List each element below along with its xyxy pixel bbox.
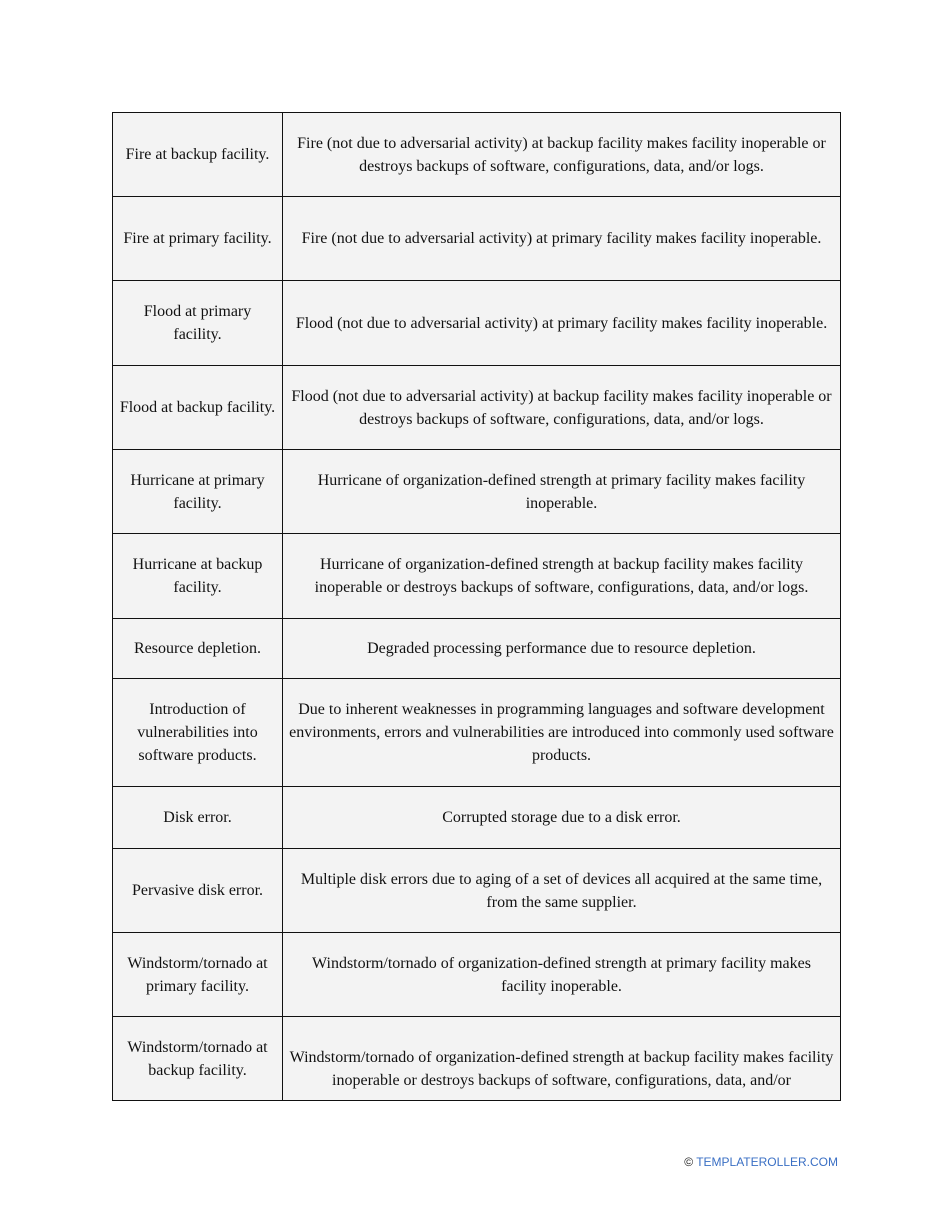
threat-description-cell: Hurricane of organization-defined strength at primary facility makes facility inoperable. xyxy=(283,450,841,534)
threat-description-cell: Corrupted storage due to a disk error. xyxy=(283,787,841,849)
threat-name-cell: Pervasive disk error. xyxy=(113,849,283,933)
copyright-symbol: © xyxy=(684,1155,694,1169)
threat-description-cell: Due to inherent weaknesses in programming languages and software development environments, errors and vulnerabilities are introduced into commonly used software products. xyxy=(283,679,841,787)
table-row xyxy=(113,619,841,679)
threat-name-cell: Disk error. xyxy=(113,787,283,849)
threat-description-cell: Multiple disk errors due to aging of a set of devices all acquired at the same time, from the same supplier. xyxy=(283,849,841,933)
threat-description-cell: Degraded processing performance due to resource depletion. xyxy=(283,619,841,679)
threat-name-cell: Hurricane at primary facility. xyxy=(113,450,283,534)
table-row xyxy=(113,366,841,450)
threat-name-cell: Resource depletion. xyxy=(113,619,283,679)
threat-name-cell: Introduction of vulnerabilities into software products. xyxy=(113,679,283,787)
table-row xyxy=(113,197,841,281)
table-row xyxy=(113,1017,841,1101)
threat-description-cell xyxy=(283,1017,841,1101)
threat-description-text: Windstorm/tornado of organization-defined strength at backup facility makes facility inoperable or destroys backups of software, configurations, data, and/or xyxy=(289,1049,834,1089)
threat-name-cell: Fire at primary facility. xyxy=(113,197,283,281)
table-row xyxy=(113,679,841,787)
table-row xyxy=(113,450,841,534)
table-row xyxy=(113,933,841,1017)
threat-description-cell: Flood (not due to adversarial activity) at primary facility makes facility inoperable. xyxy=(283,281,841,366)
threat-events-table xyxy=(112,112,841,1101)
threat-description-cell: Flood (not due to adversarial activity) at backup facility makes facility inoperable or destroys backups of software, configurations, data, and/or logs. xyxy=(283,366,841,450)
threat-name-cell: Windstorm/tornado at backup facility. xyxy=(113,1017,283,1101)
table-row xyxy=(113,534,841,619)
templateroller-link[interactable]: TEMPLATEROLLER.COM xyxy=(696,1155,838,1169)
footer-credit xyxy=(684,1155,838,1169)
threat-description-cell: Fire (not due to adversarial activity) at primary facility makes facility inoperable. xyxy=(283,197,841,281)
threat-description-cell: Windstorm/tornado of organization-defined strength at primary facility makes facility inoperable. xyxy=(283,933,841,1017)
threat-name-cell: Flood at primary facility. xyxy=(113,281,283,366)
table-row xyxy=(113,849,841,933)
threat-name-cell: Windstorm/tornado at primary facility. xyxy=(113,933,283,1017)
table-row xyxy=(113,113,841,197)
threat-name-cell: Hurricane at backup facility. xyxy=(113,534,283,619)
threat-name-cell: Fire at backup facility. xyxy=(113,113,283,197)
table-row xyxy=(113,787,841,849)
threat-description-cell: Hurricane of organization-defined strength at backup facility makes facility inoperable or destroys backups of software, configurations, data, and/or logs. xyxy=(283,534,841,619)
threat-description-cell: Fire (not due to adversarial activity) at backup facility makes facility inoperable or destroys backups of software, configurations, data, and/or logs. xyxy=(283,113,841,197)
table-row xyxy=(113,281,841,366)
threat-name-cell: Flood at backup facility. xyxy=(113,366,283,450)
